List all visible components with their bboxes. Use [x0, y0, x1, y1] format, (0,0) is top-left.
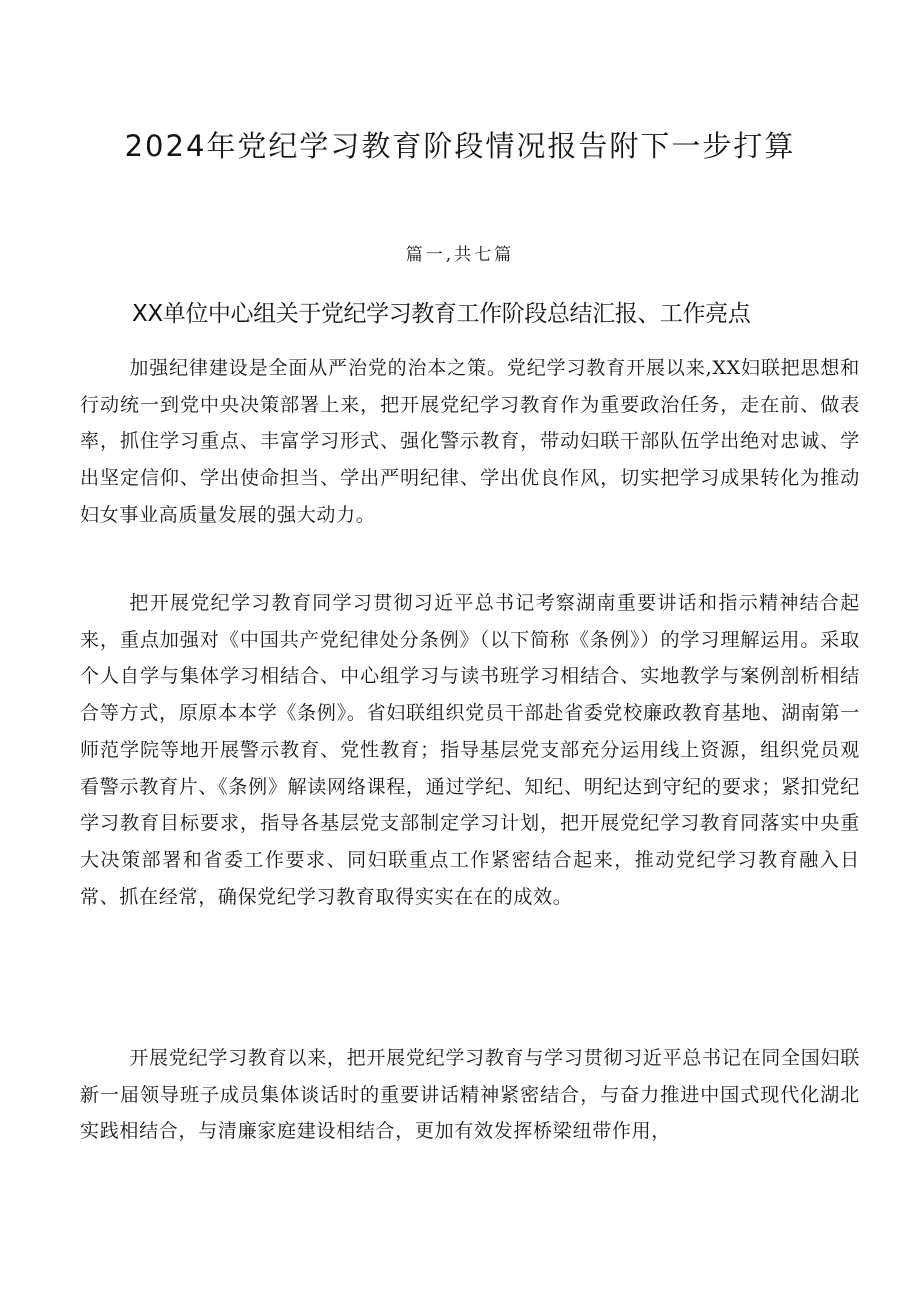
document-title: 2024年党纪学习教育阶段情况报告附下一步打算: [124, 129, 796, 163]
part-label: 篇一,共七篇: [405, 245, 515, 265]
body-paragraph-3: 开展党纪学习教育以来，把开展党纪学习教育与学习贯彻习近平总书记在同全国妇联新一届领导班子成员集体谈话时的重要讲话精神紧密结合，与奋力推进中国式现代化湖北实践相结合，与清廉家庭建设相结合，更加有效发挥桥梁纽带作用，: [80, 1047, 860, 1143]
section-title: XX单位中心组关于党纪学习教育工作阶段总结汇报、工作亮点: [132, 301, 751, 327]
body-paragraph-2: 把开展党纪学习教育同学习贯彻习近平总书记考察湖南重要讲话和指示精神结合起来，重点加强对《中国共产党纪律处分条例》（以下简称《条例》）的学习理解运用。采取个人自学与集体学习相结合、中心组学习与读书班学习相结合、实地教学与案例剖析相结合等方式，原原本本学《条例》。省妇联组织党员干部赴省委党校廉政教育基地、湖南第一师范学院等地开展警示教育、党性教育；指导基层党支部充分运用线上资源，组织党员观看警示教育片、《条例》解读网络课程，通过学纪、知纪、明纪达到守纪的要求；紧扣党纪学习教育目标要求，指导各基层党支部制定学习计划，把开展党纪学习教育同落实中央重大决策部署和省委工作要求、同妇联重点工作紧密结合起来，推动党纪学习教育融入日常、抓在经常，确保党纪学习教育取得实实在在的成效。: [80, 592, 860, 908]
body-paragraph-1: 加强纪律建设是全面从严治党的治本之策。党纪学习教育开展以来,XX妇联把思想和行动统一到党中央决策部署上来，把开展党纪学习教育作为重要政治任务，走在前、做表率，抓住学习重点、丰富学习形式、强化警示教育，带动妇联干部队伍学出绝对忠诚、学出坚定信仰、学出使命担当、学出严明纪律、学出优良作风，切实把学习成果转化为推动妇女事业高质量发展的强大动力。: [80, 357, 860, 526]
